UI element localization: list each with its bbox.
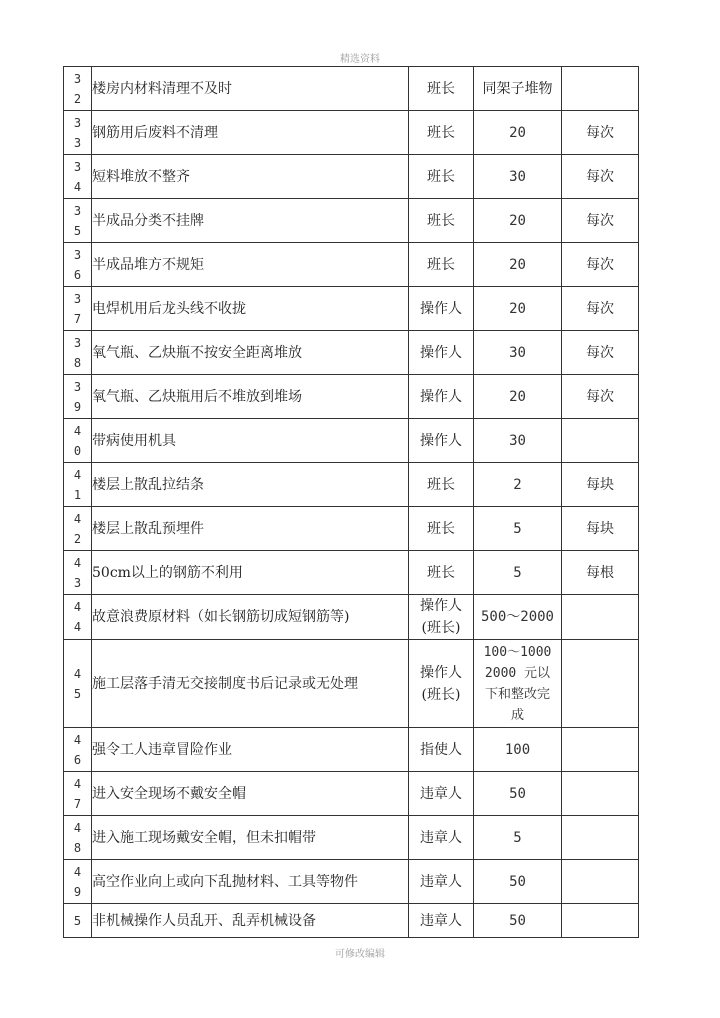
- table-row: [64, 199, 639, 243]
- row-number-digit: 4: [73, 600, 82, 614]
- violation-item: 故意浪费原材料（如长钢筋切成短钢筋等): [92, 595, 409, 640]
- fine-amount-line: 下和整改完: [484, 686, 550, 702]
- row-number-digit: 3: [73, 291, 82, 306]
- row-number-digit: 4: [73, 820, 82, 835]
- violation-item: 短料堆放不整齐: [92, 155, 409, 199]
- table-row: [64, 419, 639, 463]
- fine-unit: [562, 816, 639, 860]
- responsible-party: 班长: [409, 199, 474, 243]
- row-number-digit: 3: [73, 335, 82, 350]
- responsible-party: 班长: [409, 507, 474, 551]
- row-number-digit: 3: [73, 203, 82, 218]
- fine-amount: 20: [474, 287, 562, 331]
- row-number-digit: 8: [73, 840, 82, 855]
- row-number: [64, 111, 92, 155]
- fine-unit: 每次: [562, 243, 639, 287]
- violation-item: 半成品堆方不规矩: [92, 243, 409, 287]
- table-row: [64, 728, 639, 772]
- fine-unit: [562, 67, 639, 111]
- responsible-party: 操作人: [409, 419, 474, 463]
- fine-unit: 每次: [562, 111, 639, 155]
- fine-unit: [562, 772, 639, 816]
- row-number-digit: 7: [73, 796, 82, 811]
- row-number: [64, 67, 92, 111]
- violation-item: 氧气瓶、乙炔瓶用后不堆放到堆场: [92, 375, 409, 419]
- fine-unit: 每次: [562, 331, 639, 375]
- row-number-digit: 4: [73, 620, 82, 634]
- fine-amount: 20: [474, 243, 562, 287]
- table-row: [64, 111, 639, 155]
- fine-amount: 20: [474, 199, 562, 243]
- responsible-party: 班长: [409, 111, 474, 155]
- responsible-party: 指使人: [409, 728, 474, 772]
- row-number: [64, 155, 92, 199]
- fine-amount: 30: [474, 419, 562, 463]
- row-number: [64, 728, 92, 772]
- violation-item: 楼层上散乱拉结条: [92, 463, 409, 507]
- responsible-party: 违章人: [409, 904, 474, 938]
- row-number-digit: 7: [73, 311, 82, 326]
- responsible-party: 班长: [409, 155, 474, 199]
- row-number-digit: 3: [73, 247, 82, 262]
- fine-unit: [562, 860, 639, 904]
- fine-amount: [474, 640, 562, 728]
- row-number: [64, 331, 92, 375]
- row-number-digit: 8: [73, 355, 82, 370]
- violation-item: 钢筋用后废料不清理: [92, 111, 409, 155]
- violation-item: 施工层落手清无交接制度书后记录或无处理: [92, 640, 409, 728]
- fine-unit: 每根: [562, 551, 639, 595]
- table-row: [64, 904, 639, 938]
- row-number-digit: 5: [73, 223, 82, 238]
- row-number: [64, 507, 92, 551]
- table-row: [64, 243, 639, 287]
- fine-unit: [562, 640, 639, 728]
- row-number: [64, 860, 92, 904]
- fine-amount: 20: [474, 111, 562, 155]
- fine-unit: [562, 728, 639, 772]
- fine-amount: 50: [474, 904, 562, 938]
- row-number-digit: 0: [73, 443, 82, 458]
- violation-item: 非机械操作人员乱开、乱弄机械设备: [92, 904, 409, 938]
- row-number-digit: 3: [73, 159, 82, 174]
- row-number-digit: 6: [73, 752, 82, 767]
- violation-item: 楼房内材料清理不及时: [92, 67, 409, 111]
- row-number-digit: 4: [73, 732, 82, 747]
- fine-unit: 每次: [562, 287, 639, 331]
- violation-item: 带病使用机具: [92, 419, 409, 463]
- row-number-digit: 3: [73, 575, 82, 590]
- fine-amount: 5: [474, 551, 562, 595]
- row-number: [64, 816, 92, 860]
- row-number: [64, 640, 92, 728]
- row-number-digit: 4: [73, 555, 82, 570]
- row-number-digit: 6: [73, 267, 82, 282]
- violation-item: 电焊机用后龙头线不收拢: [92, 287, 409, 331]
- violation-item: 强令工人违章冒险作业: [92, 728, 409, 772]
- fine-unit: [562, 904, 639, 938]
- responsible-party: 操作人: [409, 375, 474, 419]
- row-number: [64, 199, 92, 243]
- row-number-digit: 9: [73, 884, 82, 899]
- fine-amount: 100: [474, 728, 562, 772]
- responsible-party: 班长: [409, 243, 474, 287]
- fine-unit: 每块: [562, 463, 639, 507]
- row-number-digit: 2: [73, 531, 82, 546]
- table-row: [64, 772, 639, 816]
- responsible-party: 操作人: [409, 331, 474, 375]
- row-number-digit: 5: [73, 686, 82, 701]
- responsible-party: 操作人: [409, 287, 474, 331]
- fine-unit: 每次: [562, 199, 639, 243]
- row-number-digit: 9: [73, 399, 82, 414]
- fine-amount: 30: [474, 331, 562, 375]
- table-row: [64, 551, 639, 595]
- responsible-party: 班长: [409, 463, 474, 507]
- violation-item: 进入施工现场戴安全帽，但未扣帽带: [92, 816, 409, 860]
- row-number-digit: 5: [73, 913, 82, 928]
- violation-item: 高空作业向上或向下乱抛材料、工具等物件: [92, 860, 409, 904]
- row-number-digit: 4: [73, 666, 82, 681]
- row-number-digit: 3: [73, 71, 82, 86]
- table-row: [64, 155, 639, 199]
- fine-unit: 每次: [562, 375, 639, 419]
- row-number-digit: 3: [73, 379, 82, 394]
- row-number: [64, 772, 92, 816]
- row-number-digit: 4: [73, 423, 82, 438]
- violation-item: 50cm以上的钢筋不利用: [92, 551, 409, 595]
- table-row: [64, 287, 639, 331]
- fine-amount: 5: [474, 816, 562, 860]
- table-row: [64, 375, 639, 419]
- table-row: [64, 816, 639, 860]
- fine-amount: 5: [474, 507, 562, 551]
- row-number: [64, 463, 92, 507]
- fine-unit: 每次: [562, 155, 639, 199]
- fine-unit: 每块: [562, 507, 639, 551]
- fine-unit: [562, 595, 639, 640]
- violation-item: 氧气瓶、乙炔瓶不按安全距离堆放: [92, 331, 409, 375]
- fine-amount: 500～2000: [474, 595, 562, 640]
- table-row: [64, 860, 639, 904]
- table-row: [64, 595, 639, 640]
- table-row: [64, 640, 639, 728]
- table-row: [64, 463, 639, 507]
- fine-amount: 2: [474, 463, 562, 507]
- row-number: [64, 595, 92, 640]
- page-footer: 可修改编辑: [335, 949, 385, 960]
- responsible-party: 班长: [409, 67, 474, 111]
- row-number: [64, 904, 92, 938]
- row-number-digit: 4: [73, 864, 82, 879]
- row-number-digit: 3: [73, 135, 82, 150]
- fine-amount: 20: [474, 375, 562, 419]
- fine-amount: 50: [474, 772, 562, 816]
- responsible-party: 违章人: [409, 772, 474, 816]
- row-number: [64, 243, 92, 287]
- row-number: [64, 287, 92, 331]
- responsible-party: 操作人 (班长): [409, 640, 474, 728]
- responsible-party: 操作人 (班长): [409, 595, 474, 640]
- row-number: [64, 551, 92, 595]
- row-number: [64, 375, 92, 419]
- violation-item: 半成品分类不挂牌: [92, 199, 409, 243]
- responsible-party: 班长: [409, 551, 474, 595]
- table-row: [64, 331, 639, 375]
- table-row: [64, 507, 639, 551]
- fine-amount-line: 2000 元以: [484, 665, 551, 681]
- row-number-digit: 2: [73, 91, 82, 106]
- fine-amount-line: 成: [510, 707, 524, 723]
- table-row: [64, 67, 639, 111]
- fine-unit: [562, 419, 639, 463]
- row-number-digit: 4: [73, 467, 82, 482]
- fine-amount: 50: [474, 860, 562, 904]
- row-number-digit: 3: [73, 115, 82, 130]
- violation-item: 楼层上散乱预埋件: [92, 507, 409, 551]
- row-number-digit: 1: [73, 487, 82, 502]
- violation-item: 进入安全现场不戴安全帽: [92, 772, 409, 816]
- fine-amount: 30: [474, 155, 562, 199]
- responsible-party: 违章人: [409, 860, 474, 904]
- row-number: [64, 419, 92, 463]
- row-number-digit: 4: [73, 511, 82, 526]
- responsible-party: 违章人: [409, 816, 474, 860]
- row-number-digit: 4: [73, 776, 82, 791]
- fine-amount-line: 100～1000: [483, 644, 552, 660]
- page-header: 精选资料: [340, 54, 380, 65]
- fine-amount: 同架子堆物: [474, 67, 562, 111]
- row-number-digit: 4: [73, 179, 82, 194]
- fine-table: [63, 66, 639, 938]
